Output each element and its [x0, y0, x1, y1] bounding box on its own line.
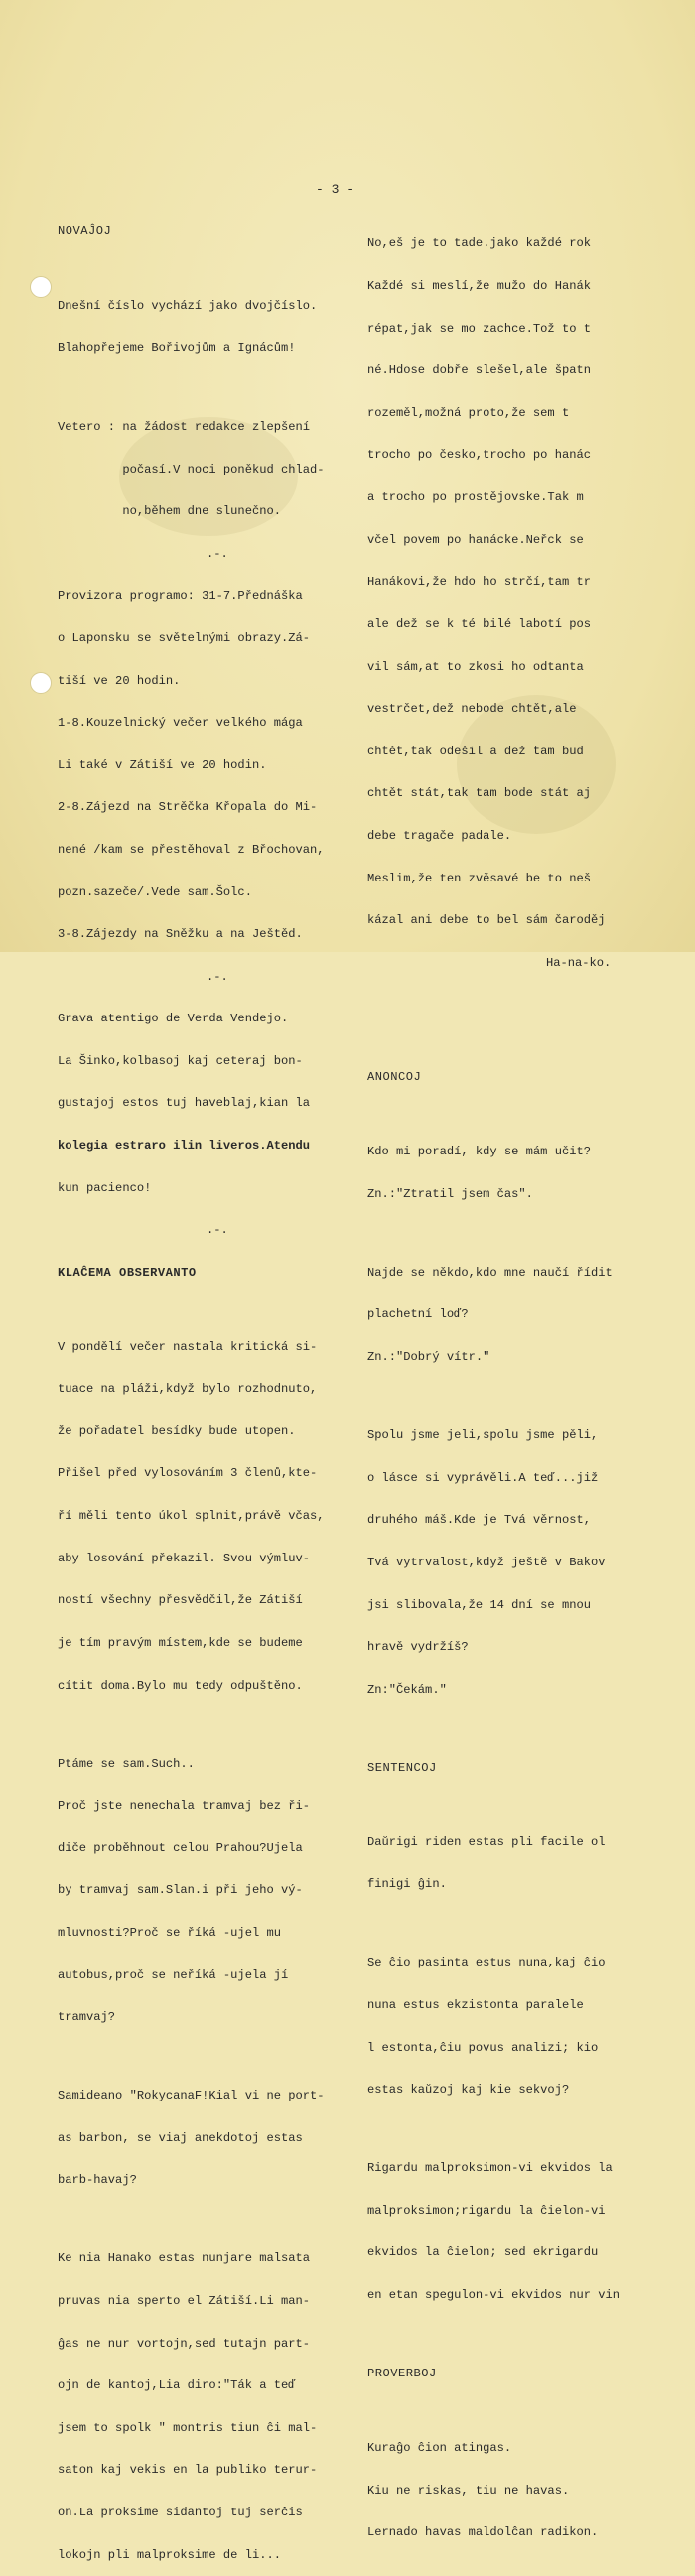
program-line: pozn.sazeče/.Vede sam.Šolc. — [58, 884, 252, 899]
intro-line: Dnešní číslo vychází jako dvojčíslo. — [58, 299, 318, 314]
weather-line: počasí.V noci poněkud chlad- — [58, 462, 325, 476]
observanto-line: Přišel před vylosováním 3 členů,kte- — [58, 1466, 318, 1481]
ad-line: o lásce si vyprávěli.A teď...již — [367, 1470, 599, 1485]
question-line: tramvaj? — [58, 2010, 116, 2025]
section-heading-sentencoj: SENTENCOJ — [367, 1760, 437, 1775]
page-number: - 3 - — [316, 182, 355, 197]
program-line: Li také v Zátiší ve 20 hodin. — [58, 757, 267, 772]
ad-line: Zn.:"Ztratil jsem čas". — [367, 1186, 533, 1201]
section-heading-observanto: KLAĈEMA OBSERVANTO — [58, 1265, 197, 1280]
section-heading-novajoj: NOVAĴOJ — [58, 224, 112, 239]
observanto-line: aby losování překazil. Svou výmluv- — [58, 1551, 311, 1565]
poem-line: trocho po česko,trocho po hanác — [367, 448, 591, 463]
program-line: tiší ve 20 hodin. — [58, 673, 181, 688]
hanako-line: ĝas ne nur vortojn,sed tutajn part- — [58, 2336, 311, 2351]
poem-line: chtět,tak odešil a dež tam bud — [367, 744, 584, 758]
question-line: mluvnosti?Proč se říká -ujel mu — [58, 1925, 281, 1940]
punch-hole — [30, 672, 52, 694]
hanako-line: on.La proksime sidantoj tuj serĉis — [58, 2506, 303, 2520]
question-line: autobus,proč se neříká -ujela jí — [58, 1967, 289, 1982]
separator: .-. — [207, 546, 228, 561]
sentence-line: ekvidos la ĉielon; sed ekrigardu — [367, 2245, 599, 2260]
ad-line: druhého máš.Kde je Tvá věrnost, — [367, 1513, 591, 1528]
poem-line: Každé si meslí,že mužo do Hanák — [367, 279, 591, 294]
observanto-line: ří měli tento úkol splnit,právě včas, — [58, 1509, 325, 1524]
ad-line: Zn.:"Dobrý vítr." — [367, 1350, 490, 1365]
question-line: barb-havaj? — [58, 2173, 137, 2188]
question-line: Proč jste nenechala tramvaj bez ři- — [58, 1799, 311, 1814]
left-column — [58, 197, 355, 2576]
poem-line: né.Hdose dobře slešel,ale špatn — [367, 363, 591, 378]
proverb-line: Kiu ne riskas, tiu ne havas. — [367, 2483, 570, 2498]
sentence-line: malproksimon;rigardu la ĉielon-vi — [367, 2203, 606, 2218]
announcement-line: Grava atentigo de Verda Vendejo. — [58, 1012, 289, 1026]
poem-line: vil sám,at to zkosi ho odtanta — [367, 659, 584, 674]
announcement-line: kolegia estraro ilin liveros.Atendu — [58, 1139, 311, 1152]
hanako-line: saton kaj vekis en la publiko terur- — [58, 2463, 318, 2478]
ad-line: plachetní loď? — [367, 1307, 469, 1322]
poem-line: kázal ani debe to bel sám čaroděj — [367, 913, 606, 928]
sentence-line: Rigardu malproksimon-vi ekvidos la — [367, 2161, 613, 2176]
separator: .-. — [207, 1223, 228, 1238]
program-line: 3-8.Zájezdy na Sněžku a na Ještěd. — [58, 927, 303, 942]
question-line: Samideano "RokycanaF!Kial vi ne port- — [58, 2089, 325, 2103]
ad-line: hravě vydržíš? — [367, 1640, 469, 1655]
ad-line: jsi slibovala,že 14 dní se mnou — [367, 1597, 591, 1612]
sentence-line: finigi ĝin. — [367, 1877, 447, 1892]
poem-line: ale dež se k té bilé labotí pos — [367, 616, 591, 631]
poem-line: debe tragače padale. — [367, 828, 512, 843]
question-line: Ptáme se sam.Such.. — [58, 1756, 195, 1771]
observanto-line: že pořadatel besídky bude utopen. — [58, 1424, 296, 1438]
observanto-line: ností všechny přesvědčil,že Zátiší — [58, 1593, 303, 1608]
ad-line: Zn:"Čekám." — [367, 1682, 447, 1696]
poem-line: vestrčet,dež nebode chtět,ale — [367, 702, 577, 717]
ad-line: Tvá vytrvalost,když ještě v Bakov — [367, 1555, 606, 1569]
announcement-line: La Šinko,kolbasoj kaj ceteraj bon- — [58, 1053, 303, 1068]
observanto-line: V pondělí večer nastala kritická si- — [58, 1339, 318, 1354]
sentence-line: estas kaŭzoj kaj kie sekvoj? — [367, 2083, 570, 2098]
sentence-line: Se ĉio pasinta estus nuna,kaj ĉio — [367, 1956, 606, 1970]
sentence-line: en etan spegulon-vi ekvidos nur vin — [367, 2288, 621, 2303]
program-line: 1-8.Kouzelnický večer velkého mága — [58, 716, 303, 731]
observanto-line: cítit doma.Bylo mu tedy odpuštěno. — [58, 1678, 303, 1693]
question-line: diče proběhnout celou Prahou?Ujela — [58, 1840, 303, 1855]
program-line: Provizora programo: 31-7.Přednáška — [58, 589, 303, 604]
program-line: nené /kam se přestěhoval z Břochovan, — [58, 842, 325, 857]
observanto-line: je tím pravým místem,kde se budeme — [58, 1635, 303, 1650]
ad-line: Kdo mi poradí, kdy se mám učit? — [367, 1145, 591, 1159]
question-line: as barbon, se viaj anekdotoj estas — [58, 2130, 303, 2145]
ad-line: Najde se někdo,kdo mne naučí řídit — [367, 1265, 613, 1280]
poem-line: a trocho po prostějovske.Tak m — [367, 490, 584, 505]
hanako-line: lokojn pli malproksime de li... — [58, 2547, 281, 2562]
section-heading-proverboj: PROVERBOJ — [367, 2367, 437, 2381]
announcement-line: gustajoj estos tuj haveblaj,kian la — [58, 1096, 311, 1111]
hanako-line: Ke nia Hanako estas nunjare malsata — [58, 2251, 311, 2266]
weather-line: no,během dne slunečno. — [58, 504, 281, 519]
poem-line: rozeměl,možná proto,že sem t — [367, 405, 570, 420]
hanako-line: jsem to spolk " montris tiun ĉi mal- — [58, 2420, 318, 2435]
poem-line: No,eš je to tade.jako každé rok — [367, 236, 591, 251]
section-heading-anoncoj: ANONCOJ — [367, 1070, 422, 1085]
observanto-line: tuace na pláži,když bylo rozhodnuto, — [58, 1382, 318, 1397]
weather-line: Vetero : na žádost redakce zlepšení — [58, 420, 311, 435]
sentence-line: nuna estus ekzistonta paralele — [367, 1997, 584, 2012]
program-line: 2-8.Zájezd na Strěčka Křopala do Mi- — [58, 800, 318, 815]
signature: Ha-na-ko. — [546, 955, 612, 970]
ad-line: Spolu jsme jeli,spolu jsme pěli, — [367, 1428, 599, 1443]
program-line: o Laponsku se světelnými obrazy.Zá- — [58, 630, 311, 645]
sentence-line: Daŭrigi riden estas pli facile ol — [367, 1834, 606, 1849]
hanako-line: pruvas nia sperto el Zátiší.Li man- — [58, 2294, 311, 2309]
hanako-line: ojn de kantoj,Lia diro:"Ták a teď — [58, 2378, 296, 2393]
poem-line: včel povem po hanácke.Neřck se — [367, 532, 584, 547]
separator: .-. — [207, 969, 228, 984]
sentence-line: l estonta,ĉiu povus analizi; kio — [367, 2040, 599, 2055]
right-column — [367, 208, 670, 2554]
intro-line: Blahopřejeme Bořivojům a Ignácům! — [58, 341, 296, 356]
proverb-line: Lernado havas maldolĉan radikon. — [367, 2525, 599, 2540]
poem-line: Meslim,že ten zvěsavé be to neš — [367, 871, 591, 885]
poem-line: chtět stát,tak tam bode stát aj — [367, 786, 591, 801]
proverb-line: Kuraĝo ĉion atingas. — [367, 2441, 512, 2456]
question-line: by tramvaj sam.Slan.i při jeho vý- — [58, 1883, 303, 1898]
poem-line: Hanákovi,že hdo ho strčí,tam tr — [367, 575, 591, 590]
poem-line: répat,jak se mo zachce.Tož to t — [367, 321, 591, 336]
punch-hole — [30, 276, 52, 298]
announcement-line: kun pacienco! — [58, 1180, 152, 1195]
